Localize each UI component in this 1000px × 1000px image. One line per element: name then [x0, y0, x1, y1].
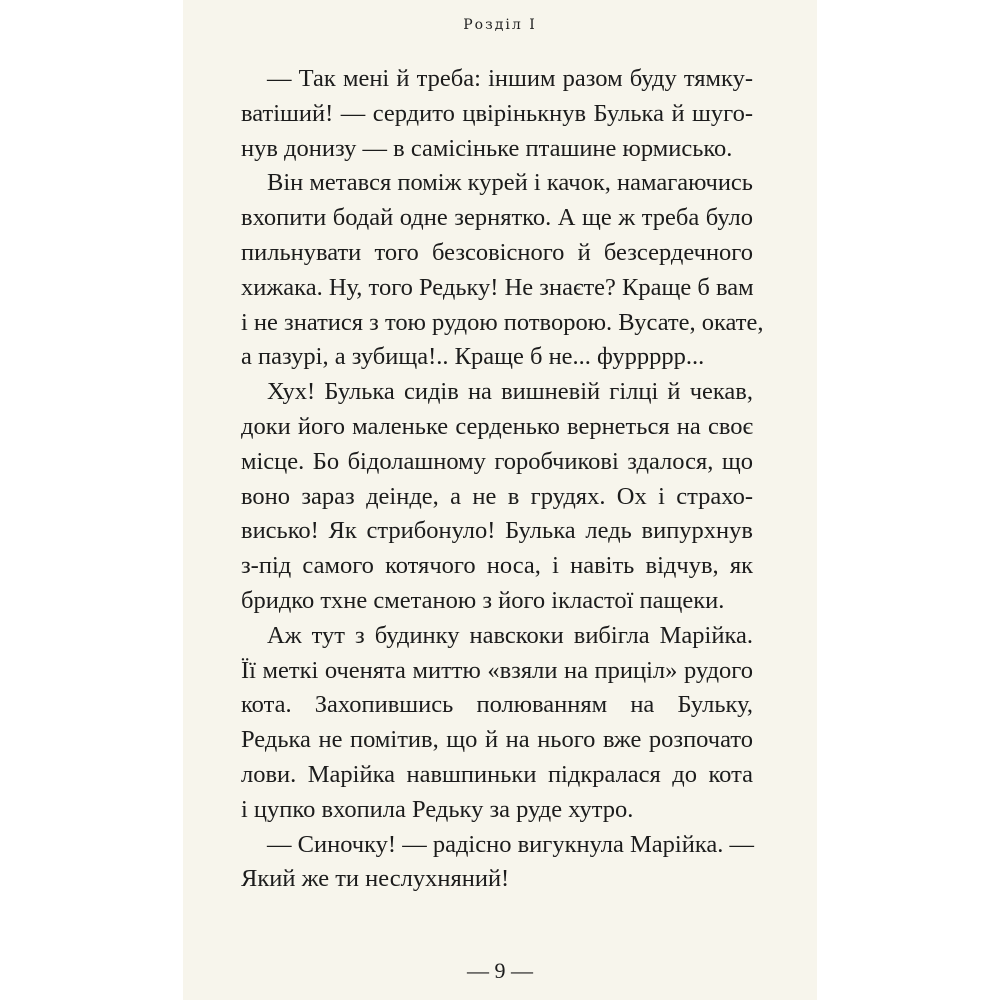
text-line: Який же ти неслухняний! — [241, 865, 510, 893]
text-line: з-під самого котячого носа, і навіть відчув, як — [241, 552, 753, 580]
text-line: ватіший! — сердито цвірінькнув Булька й шуго- — [241, 99, 753, 127]
text-line: Аж тут з будинку навскоки вибігла Марійка. — [267, 621, 753, 649]
text-line: воно зараз деінде, а не в грудях. Ох і страхо- — [241, 482, 753, 510]
text-line: місце. Бо бідолашному горобчикові здалося, що — [241, 447, 753, 475]
text-line: і не знатися з тою рудою потворою. Вусате, окате, — [241, 308, 764, 336]
text-line: бридко тхне сметаною з його ікластої пащеки. — [241, 586, 725, 614]
text-line: а пазурі, а зубища!.. Краще б не... фуррррр... — [241, 343, 705, 371]
book-page — [183, 0, 817, 1000]
text-line: доки його маленьке серденько вернеться на своє — [241, 412, 753, 440]
text-line: Він метався поміж курей і качок, намагаючись — [267, 169, 753, 197]
text-line: Редька не помітив, що й на нього вже розпочато — [241, 726, 753, 754]
running-head: Розділ I — [463, 17, 537, 33]
body-text — [241, 62, 764, 897]
text-line: нув донизу — в самісіньке пташине юрмисько. — [241, 134, 733, 162]
text-line: висько! Як стрибонуло! Булька ледь випурхнув — [241, 517, 753, 545]
text-line: вхопити бодай одне зернятко. А ще ж треба було — [241, 204, 753, 232]
text-line: і цупко вхопила Редьку за руде хутро. — [241, 795, 634, 823]
text-line: Хух! Булька сидів на вишневій гілці й чекав, — [267, 378, 753, 406]
page-number: — 9 — — [467, 958, 533, 983]
text-line: хижака. Ну, того Редьку! Не знаєте? Краще б вам — [241, 273, 754, 301]
text-line: Її меткі оченята миттю «взяли на приціл» рудого — [241, 656, 753, 684]
text-line: пильнувати того безсовісного й безсердечного — [241, 238, 753, 266]
text-line: — Синочку! — радісно вигукнула Марійка. — — [267, 830, 754, 858]
text-line: кота. Захопившись полюванням на Бульку, — [241, 691, 753, 719]
text-line: лови. Марійка навшпиньки підкралася до кота — [241, 760, 753, 788]
text-line: — Так мені й треба: іншим разом буду тямку- — [267, 65, 753, 92]
